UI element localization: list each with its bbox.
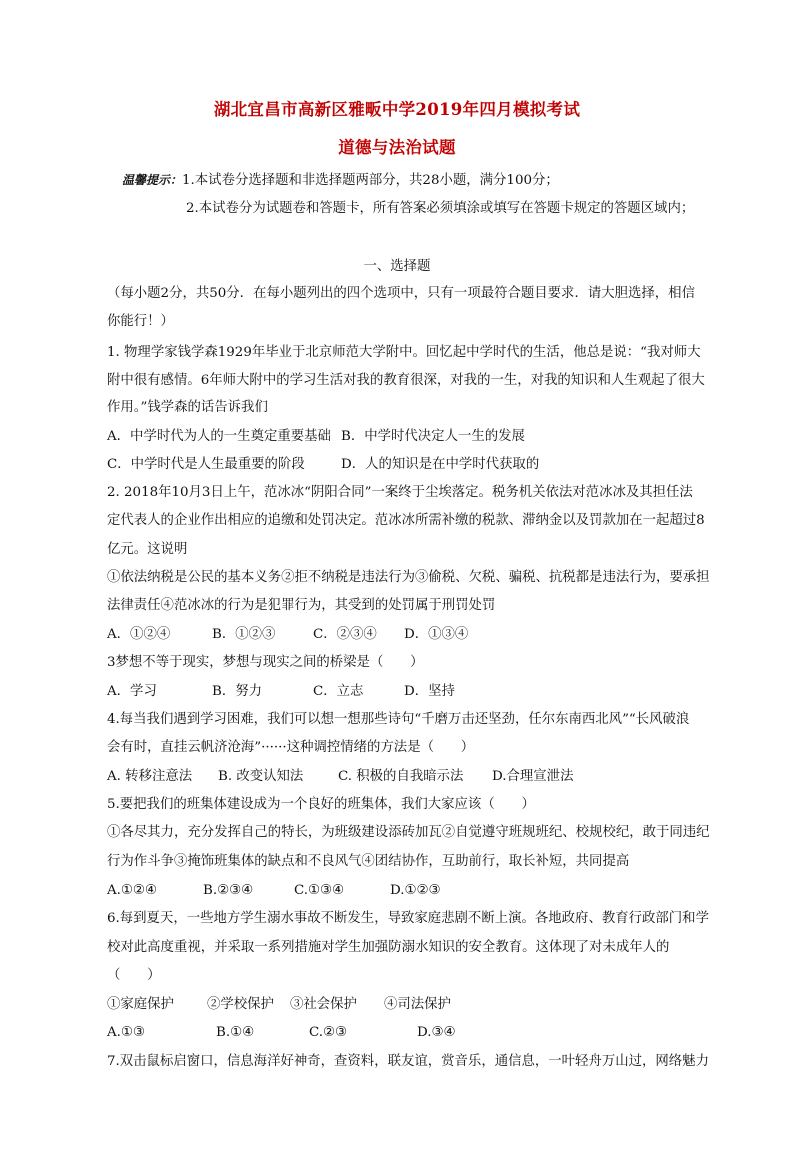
tips-text-1: 1.本试卷分选择题和非选择题两部分，共28小题，满分100分； <box>182 173 559 188</box>
q2-option-b: B．①②③ <box>212 627 276 642</box>
q4-option-a: A. 转移注意法 <box>107 769 193 784</box>
q2-stem-1: 2. 2018年10月3日上午，范冰冰“阴阳合同”一案终于尘埃落定。税务机关依法对范冰冰及其担任法 <box>107 485 693 500</box>
q1-option-a: A．中学时代为人的一生奠定重要基础 <box>107 429 331 444</box>
q4-option-b: B. 改变认知法 <box>218 769 304 784</box>
tips-line-1 <box>122 171 712 190</box>
q1-option-b: B．中学时代决定人一生的发展 <box>341 429 525 444</box>
q6-statement-1: ①家庭保护 <box>107 997 174 1012</box>
q4-stem-1: 4.每当我们遇到学习困难，我们可以想一想那些诗句“千磨万击还坚劲，任尔东南西北风”“长风破浪 <box>107 712 690 727</box>
tips-label: 温馨提示： <box>122 173 183 187</box>
q5-statement-1: ①各尽其力，充分发挥自己的特长，为班级建设添砖加瓦②自觉遵守班规班纪、校规校纪，敢于同违纪 <box>107 825 710 840</box>
q5-option-d: D.①②③ <box>390 883 441 898</box>
q2-option-c: C．②③④ <box>313 627 377 642</box>
q6-option-a: A.①③ <box>107 1025 145 1040</box>
q2-stem-3: 亿元。这说明 <box>107 542 188 557</box>
q4-option-c: C. 积极的自我暗示法 <box>338 769 464 784</box>
q2-option-a: A．①②④ <box>107 627 171 642</box>
q5-option-b: B.②③④ <box>203 883 254 898</box>
q5-stem: 5.要把我们的班集体建设成为一个良好的班集体，我们大家应该（ ） <box>107 797 535 812</box>
q1-option-c: C．中学时代是人生最重要的阶段 <box>107 457 305 472</box>
q4-option-d: D.合理宣泄法 <box>492 769 574 784</box>
q1-stem-3: 作用。”钱学森的话告诉我们 <box>107 400 268 415</box>
q6-option-c: C.②③ <box>309 1025 348 1040</box>
q6-stem-1: 6.每到夏天，一些地方学生溺水事故不断发生，导致家庭悲剧不断上演。各地政府、教育行政部门和学 <box>107 911 709 926</box>
q2-statement-2: 法律责任④范冰冰的行为是犯罪行为，其受到的处罚属于刑罚处罚 <box>107 598 496 613</box>
q3-option-d: D．坚持 <box>404 684 455 699</box>
q6-stem-3: （ ） <box>107 968 161 983</box>
q6-statement-4: ④司法保护 <box>384 997 451 1012</box>
section-heading: 一、选择题 <box>363 259 431 274</box>
q2-option-d: D．①③④ <box>404 627 469 642</box>
exam-title: 湖北宜昌市高新区雅畈中学2019年四月模拟考试 <box>213 100 581 119</box>
tips-line-2: 2.本试卷分为试题卷和答题卡，所有答案必须填涂或填写在答题卡规定的答题区域内； <box>186 201 695 216</box>
q3-stem: 3梦想不等于现实，梦想与现实之间的桥梁是（ ） <box>107 655 424 670</box>
q1-stem-2: 附中很有感情。6年师大附中的学习生活对我的教育很深，对我的一生，对我的知识和人生观起了很大 <box>107 373 705 388</box>
q6-option-d: D.③④ <box>417 1025 456 1040</box>
q6-statement-3: ③社会保护 <box>290 997 357 1012</box>
q3-option-a: A．学习 <box>107 684 157 699</box>
q6-statement-2: ②学校保护 <box>207 997 274 1012</box>
q7-stem-1: 7.双击鼠标启窗口，信息海洋好神奇，查资料，联友谊，赏音乐，通信息，一叶轻舟万山过，网络魅力 <box>107 1054 709 1069</box>
q1-stem-1: 1. 物理学家钱学森1929年毕业于北京师范大学附中。回忆起中学时代的生活，他总是说：“我对师大 <box>107 345 701 360</box>
q3-option-c: C．立志 <box>313 684 364 699</box>
q5-statement-2: 行为作斗争③掩饰班集体的缺点和不良风气④团结协作，互助前行，取长补短，共同提高 <box>107 854 630 869</box>
exam-subtitle: 道德与法治试题 <box>338 138 456 157</box>
q5-option-c: C.①③④ <box>294 883 345 898</box>
q4-stem-2: 会有时，直挂云帆济沧海”······这种调控情绪的方法是（ ） <box>107 740 475 755</box>
q1-option-d: D．人的知识是在中学时代获取的 <box>341 457 540 472</box>
q2-statement-1: ①依法纳税是公民的基本义务②拒不纳税是违法行为③偷税、欠税、骗税、抗税都是违法行为，要承担 <box>107 570 710 585</box>
q6-option-b: B.①④ <box>216 1025 255 1040</box>
q6-stem-2: 校对此高度重视，并采取一系列措施对学生加强防溺水知识的安全教育。这体现了对未成年人的 <box>107 940 670 955</box>
q2-stem-2: 定代表人的企业作出相应的追缴和处罚决定。范冰冰所需补缴的税款、滞纳金以及罚款加在一起超过8 <box>107 513 705 528</box>
q5-option-a: A.①②④ <box>107 883 157 898</box>
section-instruction-2: 你能行！） <box>107 314 174 329</box>
q3-option-b: B．努力 <box>212 684 263 699</box>
section-instruction-1: （每小题2分，共50分．在每小题列出的四个选项中，只有一项最符合题目要求．请大胆选择，相信 <box>107 286 695 301</box>
